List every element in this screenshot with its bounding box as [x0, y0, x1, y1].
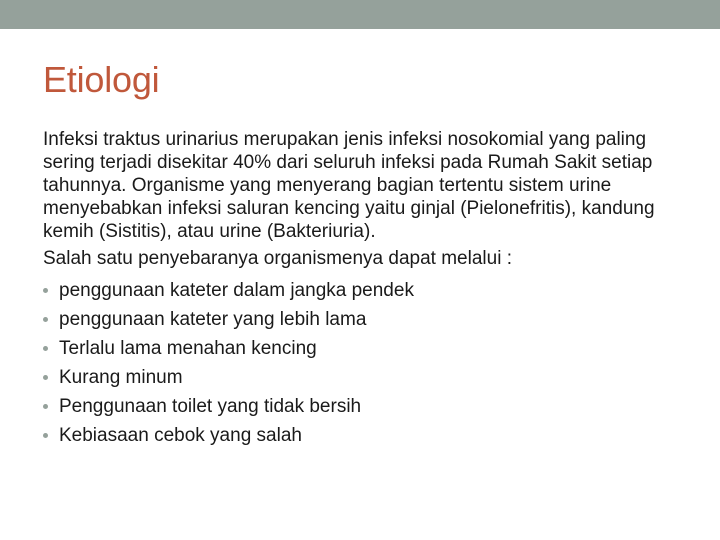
bullet-text: Terlalu lama menahan kencing: [59, 338, 317, 359]
top-accent-bar: [0, 0, 720, 29]
bullet-dot-icon: [43, 375, 48, 380]
bullet-text: Kurang minum: [59, 367, 183, 388]
body-paragraph: Infeksi traktus urinarius merupakan jenis infeksi nosokomial yang paling sering terjadi disekitar 40% dari seluruh infeksi pada Rumah Sakit setiap tahunnya. Organisme yang menyerang bagian tertentu sistem urine menyebabkan infeksi saluran kencing yaitu ginjal (Pielonefritis), kandung kemih (Sistitis), atau urine (Bakteriuria).: [43, 129, 655, 242]
bullet-text: Kebiasaan cebok yang salah: [59, 425, 302, 446]
bullet-text: penggunaan kateter dalam jangka pendek: [59, 280, 414, 301]
bullet-dot-icon: [43, 346, 48, 351]
bullet-item: [43, 305, 693, 334]
bullet-list: [43, 276, 693, 450]
bullet-item: [43, 421, 693, 450]
bullet-item: [43, 392, 693, 421]
bullet-dot-icon: [43, 317, 48, 322]
bullet-item: [43, 276, 693, 305]
bullet-dot-icon: [43, 288, 48, 293]
bullet-item: [43, 363, 693, 392]
bullet-dot-icon: [43, 404, 48, 409]
bullet-text: penggunaan kateter yang lebih lama: [59, 309, 367, 330]
lead-text: Salah satu penyebaranya organismenya dapat melalui :: [43, 248, 512, 269]
slide-body: [43, 128, 693, 450]
bullet-item: [43, 334, 693, 363]
slide-title: Etiologi: [43, 59, 160, 100]
bullet-dot-icon: [43, 433, 48, 438]
bullet-text: Penggunaan toilet yang tidak bersih: [59, 396, 362, 417]
